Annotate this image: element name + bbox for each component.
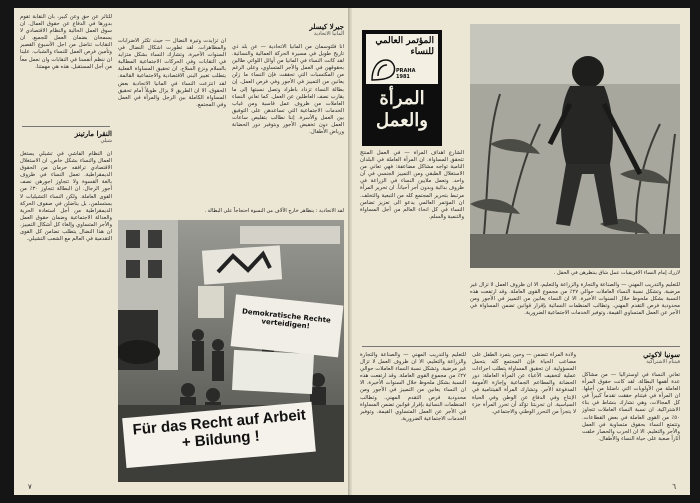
left-page [14, 8, 352, 495]
protest-banner-text: Für das Recht auf Arbeit + Bildung ! [132, 406, 307, 452]
martinez-byline: النقرا مارتينز [74, 129, 112, 138]
left-middle-text: ان تزايدت وتيرة النضال — حيث تكثر الاضرابات والمظاهرات. لقد تطورت اشكال النضال في السنوات الأخيرة. وتشارك النساء بشكل متزايد في النقابات وفي الحركات الاجتماعية المطالبة بالسلام ونزع السلاح. ان تحقيق المساواة الفعلية يتطلب تغيير البنى الاقتصادية والاجتماعية القائمة. لقد انتزعت النساء في المانيا الاتحادية بعض الحقوق، الا ان الطريق لا يزال طويلاً أمام تحقيق المساواة الكاملة بين الرجل والمرأة في العمل وفي المجتمع. [118, 38, 226, 108]
right-bottom-left-column [360, 352, 466, 484]
right-bottom-middle-column [472, 352, 576, 484]
right-bottom-left-text: للتعليم والتدريب المهني — والصناعة والتجارة والزراعة والتعليم، الا ان ظروف العمل لا تزال غير مرضية. وتشكل نسبة النساء العاملات حوالي ٢٧٪ من مجموع القوى العاملة. وقد ارتفعت هذه النسبة بشكل ملحوظ خلال السنوات الأخيرة. الا ان النساء يعانين من التمييز في الأجور ومن محدودية فرص التقدم المهني. وتطالب المنظمات النسائية بإقرار قوانين تضمن المساواة في الأجر عن العمل المتساوي القيمة، وتوفير الخدمات الاجتماعية الضرورية. [360, 352, 466, 422]
right-page-divider [362, 346, 680, 347]
lakoti-column [582, 372, 680, 484]
left-far-column-text: للتأثر عن حق وعن كبير، بأن النقابة تقوم بدورها في الدفاع عن حقوق العمال. ان سوق العمل الحالية والنظام الاقتصادي لا يسمحان بضمان العمل للجميع. ان النقابات تناضل من اجل الأسبوع القصير وتأمين فرص العمل للنساء والشباب. علينا ان ننظم أنفسنا في النقابات وان نعمل معاً من أجل المستقبل. هذه هي مهمتنا. [20, 14, 112, 70]
kessler-byline: جيرلا كيسلر [309, 22, 344, 31]
farmer-photo-graphic [470, 24, 680, 268]
lakoti-header [582, 350, 680, 365]
kessler-text: انا فلتوسمان من ألمانيا الاتحادية — عن بلد ذي تاريخ طويل في مسيرة الحركة العمالية والنسائية. لقد كانت النساء في المانيا من أوائل اللواتي طالبن بحقوقهن في العمل والأجر المتساوي، وعلى الرغم من المكتسبات التي تحققت فإن النساء ما زلن يعانين من التمييز في الأجور وفي فرص العمل. إن بطالة النساء تزداد باطراد وتصل نسبتها إلى ما يقارب نصف العاطلين عن العمل. كما تعاني النساء العاملات من ظروف عمل قاسية ومن غياب الخدمات الاجتماعية التي تساعدهن على التوفيق بين العمل والأسرة. إننا نطالب بتقليص ساعات العمل دون تخفيض الأجور وبتوفير دور الحضانة ورياض الأطفال. [232, 44, 344, 136]
demonstration-caption-text: لقد الاتحادية : يتظاهر خارج الألاف من النسوة احتجاجاً على البطالة . [204, 208, 344, 214]
right-page [352, 8, 690, 495]
right-bottom-middle-text: ولادة المرأة تتضمن — وحين يتمرد الطفل على مصاعب الحياة فإن المجتمع كله يتحمل المسؤولية. ان تحقيق المساواة يتطلب اجراءات عملية لتخفيف الأعباء عن المرأة العاملة: دور الحضانة والمطاعم الجماعية وإجازة الأمومة المدفوعة الأجر. وتشارك المرأة الفيتنامية في الإنتاج وفي الدفاع عن الوطن وفي الحياة السياسية. ان تجربتنا تؤكد أن تحرر المرأة جزء لا يتجزأ من التحرر الوطني والاجتماعي. [472, 352, 576, 415]
farmer-photo [470, 24, 680, 268]
farmer-caption [470, 270, 680, 277]
left-far-column-top [20, 14, 112, 124]
conference-logo-top [366, 34, 438, 84]
demonstration-caption [118, 208, 344, 215]
right-lower-text: للتعليم والتدريب المهني — والصناعة والتجارة والزراعة والتعليم، الا ان ظروف العمل لا تزال غير مرضية. وتشكل نسبة النساء العاملات حوالي ٢٧٪ من مجموع القوى العاملة. وقد ارتفعت هذه النسبة بشكل ملحوظ خلال السنوات الأخيرة. الا ان النساء يعانين من التمييز في الأجور ومن محدودية فرص التقدم المهني. وتطالب المنظمات النسائية بإقرار قوانين تضمن المساواة في الأجر عن العمل المتساوي القيمة، وتوفير الخدمات الاجتماعية الضرورية. [470, 282, 680, 317]
demonstration-photo [118, 220, 344, 482]
right-middle-left-column [360, 150, 464, 336]
conference-logo-line2: للنساء [410, 47, 434, 57]
democracy-sign-text: Demokratische Rechte verteidigen! [241, 307, 332, 331]
conference-logo-city [396, 68, 415, 80]
farmer-caption-text: لازرك إمام النساء الافريقيات عمل شاق ينتظرهن في الحقل . [553, 270, 680, 276]
lakoti-role: فيتنام الاشتراكية [646, 359, 680, 365]
left-middle-column [118, 38, 226, 204]
lakoti-byline: سونيا لاكوتي [643, 350, 680, 359]
left-far-column-divider [22, 126, 110, 127]
martinez-header [20, 129, 112, 144]
lakoti-text: تعاني النساء في اوستراليا — من مشاكل عدة أهمها البطالة. لقد كانت حقوق المرأة العاملة من الأولويات التي ناضلنا من أجلها. ان المرأة في فيتنام حققت تقدماً كبيراً في كل المجالات، وهي تشارك بنشاط في بناء الاشتراكية. ان نسبة النساء العاملات تتجاوز ٥٠٪ من القوى العاملة في بعض القطاعات. وتتمتع النساء بحقوق متساوية في العمل والأجر والتعليم. الا ان الحرب والحصار خلفت آثاراً صعبة على حياة النساء والأطفال. [582, 372, 680, 442]
conference-logo [362, 30, 442, 146]
kessler-column [232, 44, 344, 204]
conference-logo-title: المرأة والعمل [376, 88, 428, 131]
kessler-header [232, 22, 344, 37]
martinez-role: شيلي [100, 138, 112, 144]
women-silhouette-icon [368, 56, 398, 82]
conference-logo-praha: PRAHA [396, 68, 416, 74]
right-page-number: ٦ [672, 483, 676, 491]
martinez-text: ان النظام الفاشي في تشيلي يستغل العمال والنساء بشكل خاص. ان الاستغلال الاقتصادي ترافقه حرمان من الحقوق الديمقراطية. تعمل النساء في ظروف بالغة القسوة ولا تتجاوز اجورهن نصف أجور الرجال. ان البطالة تتجاوز ٣٠٪ من القوى العاملة. ولكن النساء التشيليات لا يستسلمن، بل يناضلن في صفوف الحركة الديمقراطية من أجل استعادة الحرية والعدالة الاجتماعية وضمان حقوق العمل والأجر المتساوي وإلغاء كل أشكال التمييز. ان هذا النضال يتطلب تضامن كل القوى التقدمية في العالم مع الشعب التشيلي. [20, 151, 112, 243]
left-page-number: ٧ [28, 483, 32, 491]
martinez-column [20, 151, 112, 471]
kessler-role: ألمانيا الاتحادية [313, 31, 344, 37]
conference-logo-line1: المؤتمر العالمي [375, 36, 434, 46]
conference-logo-year: 1981 [396, 74, 410, 80]
right-middle-left-text: الشارع أهداف المرأة — في العمل المنتج تتحقق المساواة. ان المرأة العاملة في البلدان النامية تواجه مشاكل مضاعفة: فهي تعاني من الاستغلال الطبقي ومن التمييز الجنسي في آن واحد. وتعمل ملايين النساء في الزراعة في ظروف بدائية وبدون أجر أحياناً. ان تحرير المرأة مرتبط بتحرير المجتمع كله من التبعية والتخلف. ان المؤتمر العالمي يدعو الى تعزيز تضامن النساء في كل انحاء العالم من أجل المساواة والتنمية والسلم. [360, 150, 464, 220]
conference-logo-heading [370, 36, 434, 58]
right-lower-column [470, 282, 680, 342]
